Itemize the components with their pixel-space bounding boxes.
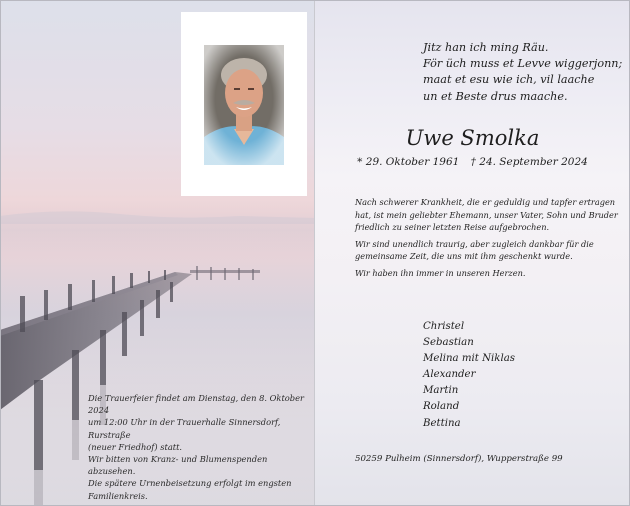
mourner-name: Alexander	[423, 369, 476, 381]
life-dates	[315, 156, 630, 168]
poem	[423, 40, 622, 105]
portrait-photo-icon	[204, 45, 284, 165]
obituary-message	[355, 196, 620, 283]
mourner-name: Christel	[423, 321, 465, 332]
ceremony-paragraph: Wir bitten von Kranz- und Blumenspenden abzusehen. Die spätere Urnenbeisetzung erfolgt im engsten Familienkreis.	[88, 454, 292, 501]
death-date: † 24. September 2024	[470, 156, 588, 168]
portrait-photo	[204, 45, 284, 165]
mourner-name: Martin	[423, 385, 459, 397]
deceased-name: Uwe Smolka	[405, 126, 540, 150]
ceremony-info	[88, 392, 310, 502]
mourner-name: Roland	[423, 401, 460, 413]
birth-date: * 29. Oktober 1961	[357, 156, 460, 168]
message-paragraph: Wir sind unendlich traurig, aber zugleich dankbar für die gemeinsame Zeit, die uns mit ihm geschenkt wurde.	[355, 238, 594, 261]
mourner-name: Sebastian	[423, 337, 474, 349]
poem-line: För üch muss et Levve wiggerjonn;	[423, 57, 623, 71]
ceremony-paragraph: Die Trauerfeier findet am Dienstag, den 8. Oktober 2024 um 12:00 Uhr in der Trauerhalle Sinnersdorf, Rurstraße (neuer Friedhof) statt.	[88, 393, 304, 452]
mourners-list	[423, 319, 515, 432]
family-address: 50259 Pulheim (Sinnersdorf), Wupperstraße 99	[355, 454, 563, 464]
poem-line: un et Beste drus maache.	[423, 89, 568, 103]
message-paragraph: Wir haben ihn immer in unseren Herzen.	[355, 267, 526, 278]
right-panel	[315, 0, 630, 506]
mourner-name: Melina mit Niklas	[423, 353, 516, 365]
poem-line: Jitz han ich ming Räu.	[423, 41, 549, 54]
poem-line: maat et esu wie ich, vil laache	[423, 73, 595, 87]
message-paragraph: Nach schwerer Krankheit, die er geduldig und tapfer ertragen hat, ist mein geliebter Ehemann, unser Vater, Sohn und Bruder friedlich zu seiner letzten Reise aufgebrochen.	[355, 197, 618, 232]
photo-frame	[181, 12, 307, 196]
mourner-name: Bettina	[423, 417, 461, 429]
